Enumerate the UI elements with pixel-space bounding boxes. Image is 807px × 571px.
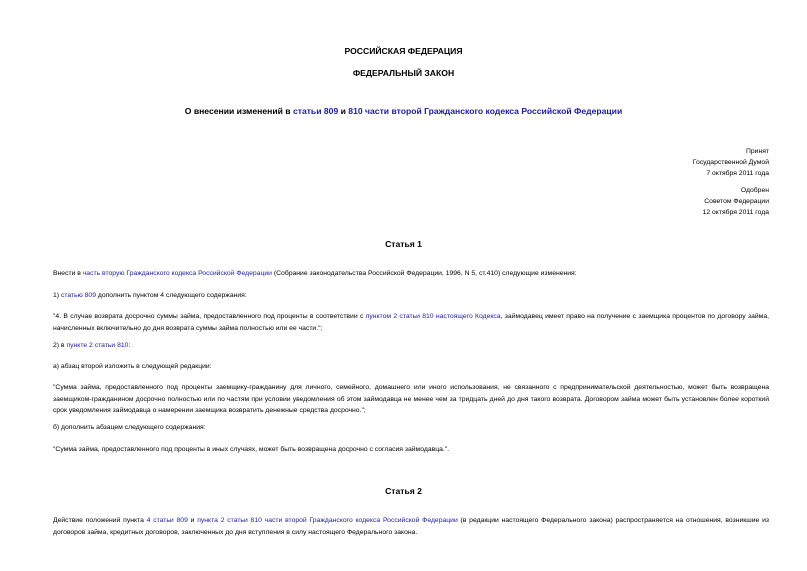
article-1-item-2a: а) абзац второй изложить в следующей редакции: [53,363,212,370]
council-approval [569,185,769,219]
item2-text-pre: 2) в [53,342,67,349]
article-1-quote-2: "Сумма займа, предоставленного под проценты заемщику-гражданину для личного, семейного, домашнего или иного использования, не связанного с предпринимательской деятельностью, может быть возвращена заемщиком-гражданином досрочно полностью или по частям при условии уведомления об этом займодавца не менее чем за тридцать дней до дня такого возврата. Договором займа может быть установлен более короткий срок уведомления займодавца о намерении заемщика возвратить денежные средства досрочно."; [53,384,769,415]
duma-adoption [569,146,769,180]
council-line-1: Одобрен [740,187,769,194]
duma-line-2: Государственной Думой [692,159,769,167]
quote1-text-pre: "4. В случае возврата досрочно суммы займа, предоставленного под проценты в соответствии с [53,313,366,320]
article2-text-post: (в редакции настоящего Федерального закона) распространяется на отношения, возникшие из договоров займа, кредитных договоров, заключенных до дня вступления в силу настоящего Федерального закона. [53,517,769,536]
title-text-mid: и [338,106,349,116]
article-810-clause-2-link[interactable]: пунктом 2 статьи 810 настоящего Кодекса [365,313,501,320]
article-810-clause-2-link-2[interactable]: пункте 2 статьи 810 [66,342,129,349]
title-link-809[interactable]: статьи 809 [292,106,339,116]
article-2-text [53,515,769,538]
civil-code-part-2-link[interactable]: часть вторую Гражданского кодекса Российской Федерации [82,270,272,277]
council-line-2: Советом Федерации [704,198,769,206]
title-text-pre: О внесении изменений в [184,106,293,116]
article-2-heading: Статья 2 [385,486,422,496]
country-heading: РОССИЙСКАЯ ФЕДЕРАЦИЯ [344,46,463,56]
article-1-item-1 [53,290,769,302]
duma-line-1: Принят [745,148,769,155]
intro-text-pre: Внести в [53,270,83,277]
law-type-heading: ФЕДЕРАЛЬНЫЙ ЗАКОН [352,68,455,78]
article-1-heading: Статья 1 [385,239,422,249]
item1-text-pre: 1) [53,292,61,299]
article-809-clause-4-link[interactable]: 4 статьи 809 [146,517,188,524]
article2-text-pre: Действие положений пункта [53,517,147,524]
title-link-810[interactable]: 810 части второй Гражданского кодекса Российской Федерации [348,106,623,116]
law-title [0,106,807,116]
article-1-intro [53,268,769,280]
article2-text-mid: и [187,517,198,524]
article-810-clause-2-civil-code-link[interactable]: пункта 2 статьи 810 части второй Гражданского кодекса Российской Федерации [197,517,458,524]
duma-line-3: 7 октября 2011 года [706,170,769,178]
article-1-quote-1 [53,311,769,334]
article-1-item-2b: б) дополнить абзацем следующего содержания: [53,424,206,431]
item2-text-post: : [128,342,131,349]
quote1-text-post: , займодавец имеет право на получение с заемщика процентов по договору займа, начисленных включительно до дня возврата суммы займа полностью или ее части."; [53,313,769,332]
article-1-quote-3: "Сумма займа, предоставленного под проценты в иных случаях, может быть возвращена досрочно с согласия займодавца.". [53,446,450,453]
article-809-link[interactable]: статью 809 [60,292,96,299]
article-1-item-2 [53,340,769,352]
item1-text-post: дополнить пунктом 4 следующего содержания: [95,292,247,299]
council-line-3: 12 октября 2011 года [702,209,769,217]
intro-text-post: (Собрание законодательства Российской Федерации, 1996, N 5, ст.410) следующие изменения: [271,270,577,277]
